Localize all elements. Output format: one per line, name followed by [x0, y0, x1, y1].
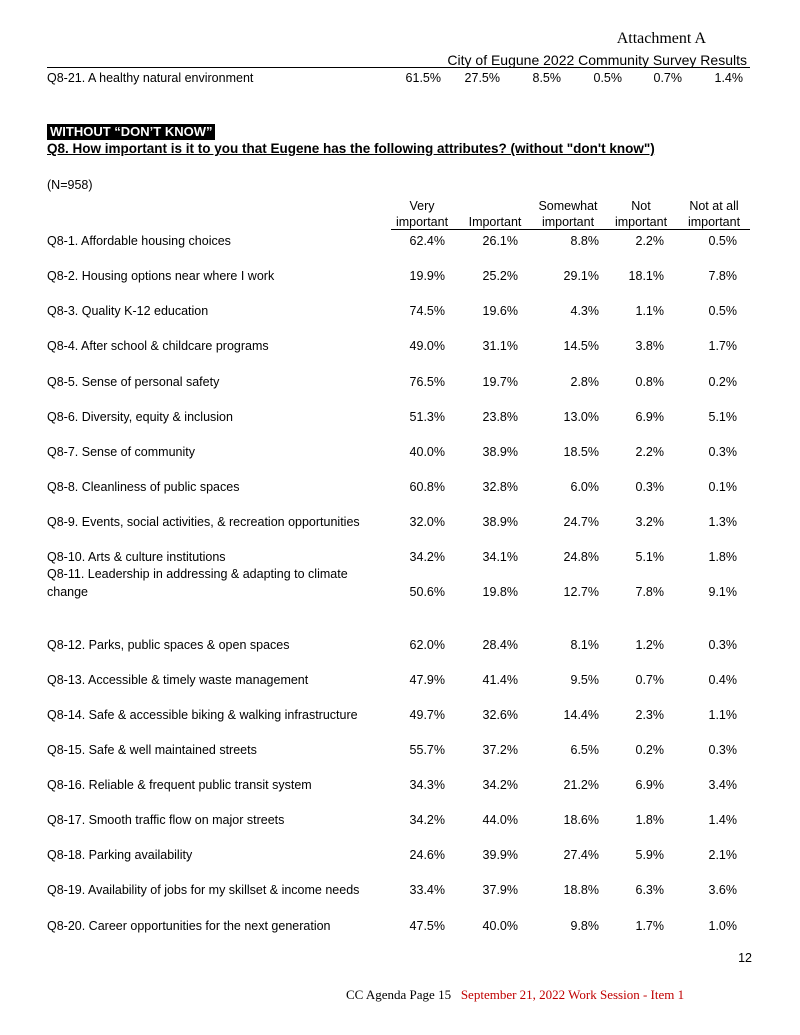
column-header-line1: Somewhat	[538, 199, 598, 213]
value-cell: 19.8%	[482, 585, 518, 599]
column-header	[535, 198, 601, 230]
value-cell: 27.4%	[563, 848, 599, 862]
value-cell: 1.1%	[708, 708, 737, 722]
value-cell: 18.8%	[563, 883, 599, 897]
column-header-line2: Important	[468, 215, 522, 229]
row-label: Q8-15. Safe & well maintained streets	[47, 743, 257, 757]
value-cell: 29.1%	[563, 269, 599, 283]
value-cell: 37.9%	[482, 883, 518, 897]
value-cell: 0.3%	[708, 743, 737, 757]
value-cell: 5.9%	[635, 848, 664, 862]
value-cell: 5.1%	[708, 410, 737, 424]
value-cell: 62.0%	[409, 638, 445, 652]
value-cell: 0.4%	[708, 673, 737, 687]
value-cell: 27.5%	[464, 71, 500, 85]
value-cell: 0.1%	[708, 480, 737, 494]
value-cell: 7.8%	[635, 585, 664, 599]
footer-session: September 21, 2022 Work Session - Item 1	[460, 987, 685, 1002]
value-cell: 76.5%	[409, 375, 445, 389]
value-cell: 41.4%	[482, 673, 518, 687]
value-cell: 19.9%	[409, 269, 445, 283]
value-cell: 24.7%	[563, 515, 599, 529]
value-cell: 18.5%	[563, 445, 599, 459]
attachment-label: Attachment A	[616, 30, 706, 47]
value-cell: 28.4%	[482, 638, 518, 652]
value-cell: 8.1%	[570, 638, 599, 652]
row-label: Q8-18. Parking availability	[47, 848, 193, 862]
value-cell: 0.7%	[653, 71, 682, 85]
value-cell: 62.4%	[409, 234, 445, 248]
value-cell: 34.1%	[482, 550, 518, 564]
row-label: Q8-9. Events, social activities, & recreation opportunities	[47, 515, 360, 529]
value-cell: 0.2%	[708, 375, 737, 389]
value-cell: 23.8%	[482, 410, 518, 424]
value-cell: 2.2%	[635, 234, 664, 248]
value-cell: 47.9%	[409, 673, 445, 687]
value-cell: 6.9%	[635, 778, 664, 792]
row-label: Q8-3. Quality K-12 education	[47, 304, 209, 318]
value-cell: 0.5%	[593, 71, 622, 85]
column-header	[463, 198, 527, 230]
value-cell: 8.8%	[570, 234, 599, 248]
value-cell: 1.4%	[708, 813, 737, 827]
value-cell: 19.7%	[482, 375, 518, 389]
value-cell: 61.5%	[405, 71, 441, 85]
row-label: Q8-8. Cleanliness of public spaces	[47, 480, 240, 494]
value-cell: 0.3%	[708, 638, 737, 652]
value-cell: 49.7%	[409, 708, 445, 722]
column-header-line2: important	[614, 215, 668, 229]
value-cell: 1.4%	[714, 71, 743, 85]
value-cell: 6.5%	[570, 743, 599, 757]
value-cell: 32.6%	[482, 708, 518, 722]
row-label: Q8-14. Safe & accessible biking & walking infrastructure	[47, 708, 358, 722]
value-cell: 0.3%	[708, 445, 737, 459]
section-badge: WITHOUT “DON’T KNOW”	[47, 124, 215, 140]
value-cell: 0.5%	[708, 304, 737, 318]
value-cell: 47.5%	[409, 919, 445, 933]
survey-title: City of Eugune 2022 Community Survey Results	[447, 52, 747, 68]
value-cell: 2.2%	[635, 445, 664, 459]
value-cell: 18.6%	[563, 813, 599, 827]
value-cell: 9.5%	[570, 673, 599, 687]
column-header-line1: Very	[409, 199, 435, 213]
value-cell: 33.4%	[409, 883, 445, 897]
value-cell: 39.9%	[482, 848, 518, 862]
value-cell: 24.8%	[563, 550, 599, 564]
value-cell: 12.7%	[563, 585, 599, 599]
value-cell: 6.9%	[635, 410, 664, 424]
question-title: Q8. How important is it to you that Eugene has the following attributes? (without "don't know")	[47, 141, 655, 156]
row-label: Q8-7. Sense of community	[47, 445, 195, 459]
table-header-rule	[391, 229, 750, 230]
row-label: Q8-10. Arts & culture institutions	[47, 550, 226, 564]
value-cell: 0.3%	[635, 480, 664, 494]
row-label: Q8-5. Sense of personal safety	[47, 375, 220, 389]
value-cell: 9.1%	[708, 585, 737, 599]
row-label: Q8-1. Affordable housing choices	[47, 234, 231, 248]
value-cell: 6.3%	[635, 883, 664, 897]
value-cell: 24.6%	[409, 848, 445, 862]
value-cell: 3.8%	[635, 339, 664, 353]
value-cell: 0.2%	[635, 743, 664, 757]
row-label: Q8-17. Smooth traffic flow on major streets	[47, 813, 285, 827]
value-cell: 34.3%	[409, 778, 445, 792]
value-cell: 21.2%	[563, 778, 599, 792]
value-cell: 32.0%	[409, 515, 445, 529]
row-label: Q8-16. Reliable & frequent public transit system	[47, 778, 312, 792]
page-number: 12	[738, 951, 752, 965]
value-cell: 25.2%	[482, 269, 518, 283]
row-label: Q8-21. A healthy natural environment	[47, 71, 254, 85]
value-cell: 44.0%	[482, 813, 518, 827]
column-header	[609, 198, 673, 230]
row-label: Q8-20. Career opportunities for the next generation	[47, 919, 331, 933]
value-cell: 37.2%	[482, 743, 518, 757]
value-cell: 14.5%	[563, 339, 599, 353]
column-header-line2: important	[541, 215, 595, 229]
value-cell: 74.5%	[409, 304, 445, 318]
column-header-line2: important	[687, 215, 741, 229]
value-cell: 1.8%	[635, 813, 664, 827]
value-cell: 1.2%	[635, 638, 664, 652]
value-cell: 0.5%	[708, 234, 737, 248]
value-cell: 51.3%	[409, 410, 445, 424]
column-header-line2: important	[395, 215, 449, 229]
column-header-line1: Not	[631, 199, 651, 213]
sample-size: (N=958)	[47, 178, 93, 192]
value-cell: 14.4%	[563, 708, 599, 722]
value-cell: 1.7%	[635, 919, 664, 933]
value-cell: 40.0%	[482, 919, 518, 933]
row-label: Q8-6. Diversity, equity & inclusion	[47, 410, 233, 424]
column-header-line1: Not at all	[689, 199, 739, 213]
value-cell: 34.2%	[482, 778, 518, 792]
value-cell: 19.6%	[482, 304, 518, 318]
value-cell: 60.8%	[409, 480, 445, 494]
column-header-line1	[463, 198, 527, 214]
value-cell: 50.6%	[409, 585, 445, 599]
value-cell: 55.7%	[409, 743, 445, 757]
column-header	[680, 198, 748, 230]
value-cell: 1.1%	[635, 304, 664, 318]
value-cell: 7.8%	[708, 269, 737, 283]
row-label: Q8-2. Housing options near where I work	[47, 269, 275, 283]
value-cell: 3.2%	[635, 515, 664, 529]
row-label: Q8-13. Accessible & timely waste management	[47, 673, 309, 687]
value-cell: 1.8%	[708, 550, 737, 564]
value-cell: 0.8%	[635, 375, 664, 389]
value-cell: 38.9%	[482, 515, 518, 529]
value-cell: 38.9%	[482, 445, 518, 459]
header-rule	[47, 67, 750, 68]
value-cell: 3.4%	[708, 778, 737, 792]
value-cell: 6.0%	[570, 480, 599, 494]
value-cell: 13.0%	[563, 410, 599, 424]
value-cell: 0.7%	[635, 673, 664, 687]
column-header	[391, 198, 453, 230]
row-label: Q8-4. After school & childcare programs	[47, 339, 269, 353]
value-cell: 31.1%	[482, 339, 518, 353]
value-cell: 1.3%	[708, 515, 737, 529]
value-cell: 18.1%	[628, 269, 664, 283]
value-cell: 2.8%	[570, 375, 599, 389]
row-label: Q8-12. Parks, public spaces & open spaces	[47, 638, 290, 652]
value-cell: 2.3%	[635, 708, 664, 722]
value-cell: 1.0%	[708, 919, 737, 933]
value-cell: 49.0%	[409, 339, 445, 353]
value-cell: 26.1%	[482, 234, 518, 248]
value-cell: 3.6%	[708, 883, 737, 897]
footer-agenda: CC Agenda Page 15	[346, 987, 452, 1002]
value-cell: 34.2%	[409, 550, 445, 564]
value-cell: 1.7%	[708, 339, 737, 353]
value-cell: 34.2%	[409, 813, 445, 827]
row-label: Q8-11. Leadership in addressing & adapting to climate change	[47, 567, 348, 599]
value-cell: 9.8%	[570, 919, 599, 933]
row-label: Q8-19. Availability of jobs for my skillset & income needs	[47, 883, 360, 897]
value-cell: 2.1%	[708, 848, 737, 862]
value-cell: 4.3%	[570, 304, 599, 318]
value-cell: 40.0%	[409, 445, 445, 459]
footer	[346, 987, 684, 1003]
value-cell: 5.1%	[635, 550, 664, 564]
value-cell: 32.8%	[482, 480, 518, 494]
value-cell: 8.5%	[532, 71, 561, 85]
